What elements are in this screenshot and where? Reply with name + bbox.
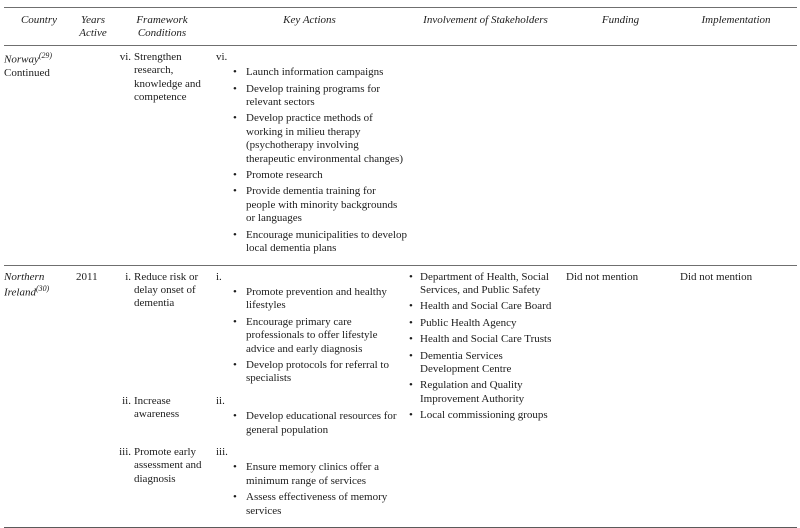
- stakeholder-item: • Regulation and Quality Improvement Authority: [407, 379, 556, 406]
- framework-key-actions-group: [112, 395, 407, 440]
- stakeholder-item: • Local commissioning groups: [407, 409, 556, 422]
- column-header-implementation-label: Implementation: [701, 14, 771, 26]
- column-header-years-active: [74, 14, 112, 41]
- dementia-plans-table: [4, 7, 797, 528]
- framework-numeral: ii.: [122, 394, 131, 407]
- stakeholder-item: • Public Health Agency: [407, 317, 556, 330]
- country-continued-note: Continued: [4, 66, 50, 79]
- framework-key-actions-group: [112, 446, 407, 521]
- table-row: [4, 46, 797, 265]
- stakeholder-item: • Dementia Services Development Centre: [407, 350, 556, 377]
- country-citation-superscript: (30): [35, 283, 50, 293]
- framework-condition-text: Reduce risk or delay onset of dementia: [134, 270, 199, 310]
- implementation-value: Did not mention: [680, 270, 753, 283]
- column-header-country: [4, 14, 74, 41]
- cell-key-actions: [212, 51, 407, 259]
- column-header-stakeholders: [407, 14, 564, 41]
- cell-framework-conditions: [112, 446, 212, 521]
- cell-framework-conditions: [112, 51, 212, 259]
- cell-implementation: [677, 51, 795, 259]
- column-header-funding: [564, 14, 677, 41]
- framework-condition-item: [112, 446, 212, 486]
- cell-framework-and-key-actions: [112, 51, 407, 259]
- cell-framework-conditions: [112, 271, 212, 389]
- table-header: [4, 8, 797, 46]
- cell-key-actions: [212, 395, 407, 440]
- cell-country: [4, 51, 74, 259]
- framework-condition-text: Promote early assessment and diagnosis: [134, 445, 202, 485]
- key-action-item: • Promote prevention and healthy lifestyles: [216, 286, 407, 313]
- cell-implementation: [677, 271, 795, 522]
- cell-framework-conditions: [112, 395, 212, 440]
- cell-funding: [564, 51, 677, 259]
- column-header-framework-conditions: [112, 14, 212, 41]
- framework-numeral: i.: [125, 270, 131, 283]
- cell-key-actions: [212, 271, 407, 389]
- funding-value: Did not mention: [566, 270, 639, 283]
- framework-key-actions-group: [112, 51, 407, 259]
- key-action-item: • Develop training programs for relevant sectors: [216, 83, 407, 110]
- cell-years-active: [74, 51, 112, 259]
- framework-condition-text: Increase awareness: [134, 394, 180, 421]
- cell-framework-and-key-actions: [112, 271, 407, 522]
- key-action-item: • Develop practice methods of working in milieu therapy (psychotherapy involving therapeutic environmental changes): [216, 112, 407, 166]
- column-header-key-actions: [212, 14, 407, 41]
- country-citation-superscript: (29): [38, 50, 53, 60]
- column-header-funding-label: Funding: [601, 14, 640, 26]
- country-name: Norway: [4, 53, 39, 66]
- key-actions-numeral: vi.: [216, 50, 228, 63]
- key-action-item: • Promote research: [216, 169, 407, 182]
- key-action-item: • Encourage primary care professionals to offer lifestyle advice and early diagnosis: [216, 316, 407, 356]
- framework-key-actions-group: [112, 271, 407, 389]
- country-name-line: [4, 271, 70, 300]
- key-actions-numeral: iii.: [216, 445, 228, 458]
- column-header-stakeholders-label: Involvement of Stakeholders: [423, 14, 548, 26]
- column-header-key-actions-label: Key Actions: [283, 14, 336, 26]
- framework-condition-item: [112, 51, 212, 105]
- stakeholder-item: • Health and Social Care Board: [407, 300, 556, 313]
- cell-years-active: [74, 271, 112, 522]
- cell-country: [4, 271, 74, 522]
- key-action-item: • Develop protocols for referral to specialists: [216, 359, 407, 386]
- years-active-value: 2011: [76, 270, 98, 283]
- table-body: [4, 46, 797, 527]
- key-action-item: • Assess effectiveness of memory services: [216, 491, 407, 518]
- key-action-item: • Launch information campaigns: [216, 66, 407, 79]
- framework-condition-item: [112, 395, 212, 422]
- key-actions-numeral: i.: [216, 270, 222, 283]
- framework-numeral: vi.: [119, 50, 131, 63]
- column-header-implementation: [677, 14, 795, 41]
- column-header-country-label: Country: [20, 14, 58, 26]
- framework-condition-item: [112, 271, 212, 311]
- country-name-line: [4, 51, 70, 67]
- column-header-years-active-label: Years Active: [79, 14, 107, 40]
- key-action-item: • Develop educational resources for general population: [216, 410, 407, 437]
- stakeholder-item: • Health and Social Care Trusts: [407, 333, 556, 346]
- key-action-item: • Encourage municipalities to develop local dementia plans: [216, 229, 407, 256]
- framework-condition-text: Strengthen research, knowledge and competence: [134, 50, 201, 104]
- key-action-item: • Ensure memory clinics offer a minimum range of services: [216, 461, 407, 488]
- column-header-framework-conditions-label: Framework Conditions: [136, 14, 188, 40]
- cell-funding: [564, 271, 677, 522]
- key-action-item: • Provide dementia training for people with minority backgrounds or languages: [216, 185, 407, 225]
- stakeholder-item: • Department of Health, Social Services, and Public Safety: [407, 271, 556, 298]
- cell-stakeholders: [407, 51, 564, 259]
- cell-stakeholders: [407, 271, 564, 522]
- framework-numeral: iii.: [119, 445, 131, 458]
- table-row: [4, 265, 797, 528]
- key-actions-numeral: ii.: [216, 394, 225, 407]
- cell-key-actions: [212, 446, 407, 521]
- country-name: Northern Ireland: [4, 270, 45, 299]
